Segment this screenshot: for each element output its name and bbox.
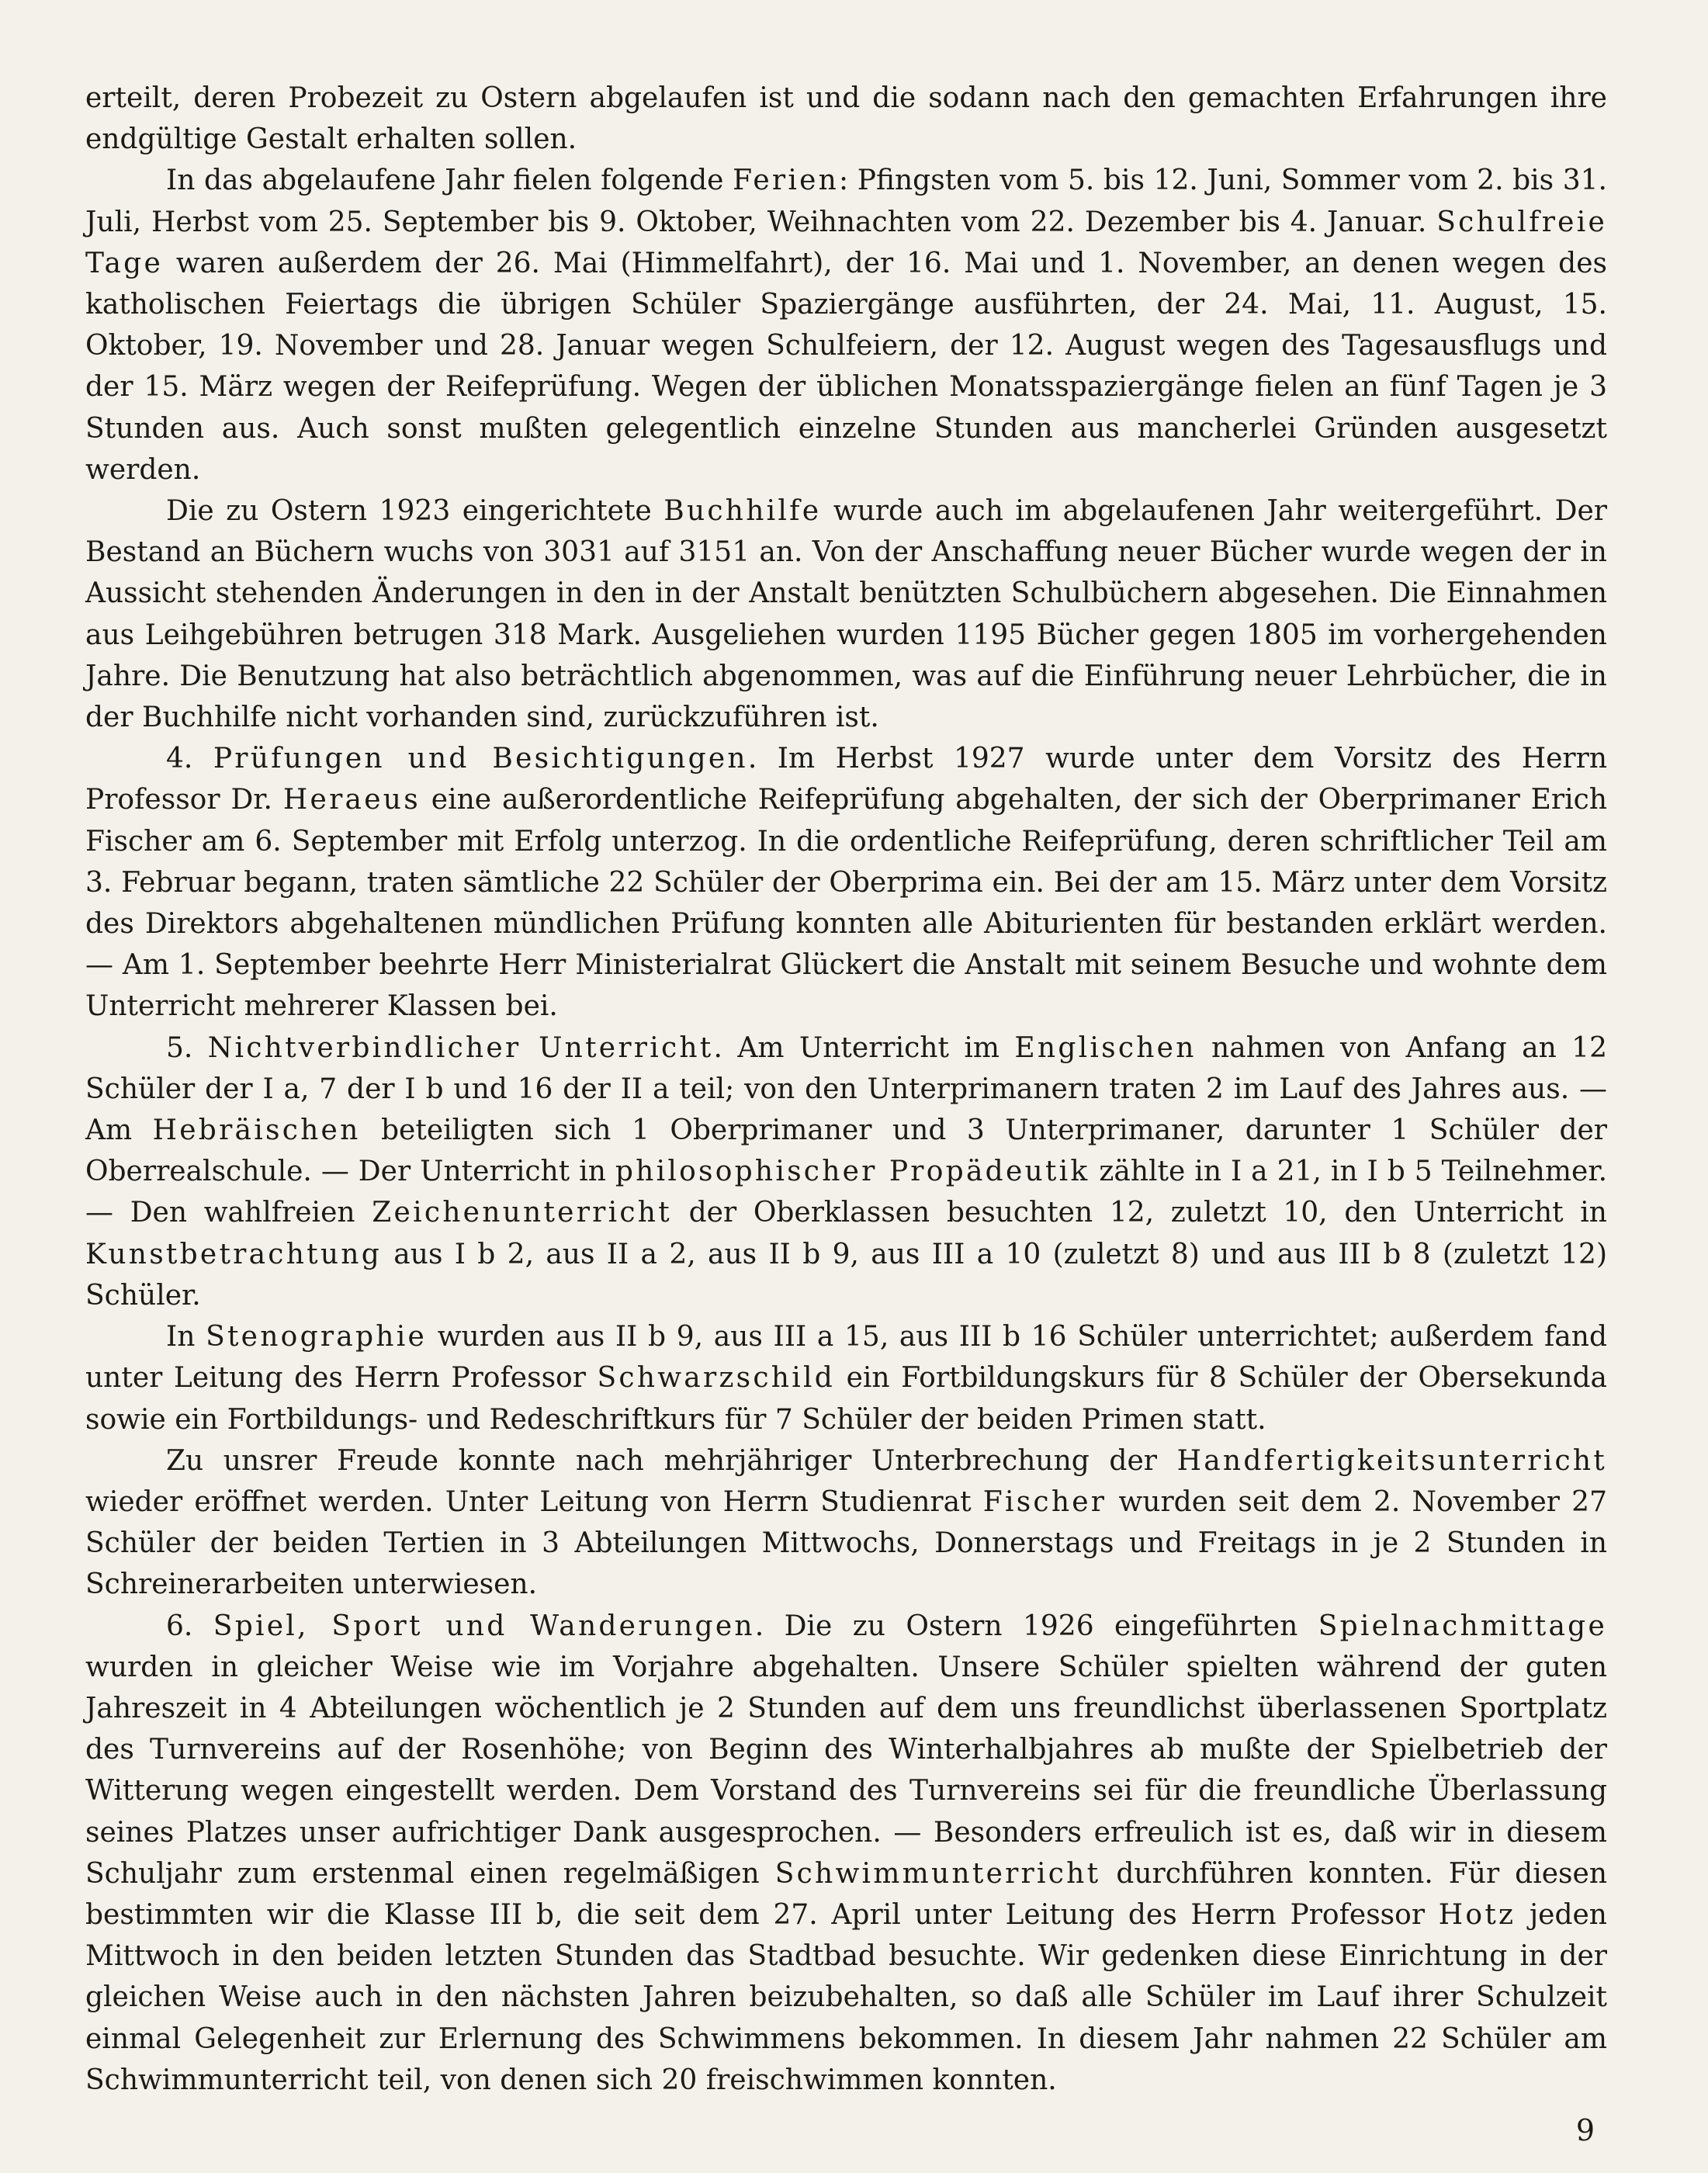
text-run: beteiligten sich 1 Oberprimaner und 3 Unterprimaner, darunter 1 Schüler der Oberrealschule. — Der Unterricht in bbox=[85, 1114, 1607, 1188]
spaced-emphasis: Fischer bbox=[982, 1485, 1107, 1518]
spaced-emphasis: Handfertigkeitsunterricht bbox=[1176, 1444, 1607, 1477]
spaced-emphasis: Stenographie bbox=[206, 1321, 428, 1353]
paragraph bbox=[85, 490, 1607, 738]
spaced-emphasis: Prüfungen und Besichtigungen bbox=[213, 743, 748, 775]
spaced-emphasis: Spiel, Sport und Wanderungen bbox=[213, 1610, 755, 1642]
spaced-emphasis: Englischen bbox=[1014, 1031, 1197, 1064]
spaced-emphasis: Schwarzschild bbox=[597, 1362, 835, 1395]
text-run: . Die zu Ostern 1926 eingeführten bbox=[754, 1610, 1318, 1642]
text-run: Die zu Ostern 1923 eingerichtete bbox=[166, 495, 664, 528]
text-run: wieder eröffnet werden. Unter Leitung von Herrn Studienrat bbox=[85, 1485, 983, 1518]
spaced-emphasis: Hotz bbox=[1438, 1898, 1516, 1931]
spaced-emphasis: Kunstbetrachtung bbox=[85, 1238, 382, 1270]
text-run: 5. bbox=[166, 1031, 208, 1064]
text-run: der Oberklassen besuchten 12, zuletzt 10, den Unterricht in bbox=[671, 1197, 1607, 1229]
paragraph bbox=[85, 1606, 1607, 2101]
text-run: : Pfingsten vom 5. bis 12. Juni, Sommer vom 2. bis 31. Juli, Herbst vom 25. September bis 9. Oktober, Weihnachten vom 22. Dezember bis 4. Januar. bbox=[85, 165, 1607, 238]
text-run: jeden Mittwoch in den beiden letzten Stunden das Stadtbad besuchte. Wir gedenken diese Einrichtung in der gleichen Weise auch in den nächsten Jahren beizubehalten, so daß alle Schüler im Lauf ihrer Schulzeit einmal Gelegenheit zur Erlernung des Schwimmens bekommen. In diesem Jahr nahmen 22 Schüler am Schwimmunterricht teil, von denen sich 20 freischwimmen konnten. bbox=[85, 1898, 1607, 2096]
text-run: erteilt, deren Probezeit zu Ostern abgelaufen ist und die sodann nach den gemachten Erfahrungen ihre endgültige Gestalt erhalten sollen. bbox=[85, 82, 1607, 156]
paragraph bbox=[85, 1440, 1607, 1606]
text-run: wurden aus II b 9, aus III a 15, aus III b 16 Schüler unterrichtet; außerdem fand unter Leitung des Herrn Professor bbox=[85, 1321, 1607, 1395]
spaced-emphasis: philosophischer Propädeutik bbox=[615, 1156, 1090, 1188]
spaced-emphasis: Zeichenunterricht bbox=[372, 1197, 672, 1229]
spaced-emphasis: Hebräischen bbox=[152, 1114, 361, 1147]
text-run: In das abgelaufene Jahr fielen folgende bbox=[166, 165, 733, 197]
text-run: wurden seit dem 2. November 27 Schüler der beiden Tertien in 3 Abteilungen Mittwochs, Donnerstags und Freitags in je 2 Stunden in Schreinerarbeiten unterwiesen. bbox=[85, 1485, 1607, 1601]
spaced-emphasis: Spielnachmittage bbox=[1318, 1610, 1607, 1642]
text-run: 6. bbox=[166, 1610, 213, 1642]
text-run: aus I b 2, aus II a 2, aus II b 9, aus III a 10 (zuletzt 8) und aus III b 8 (zuletzt 12) Schüler. bbox=[85, 1238, 1607, 1312]
paragraph bbox=[85, 1028, 1607, 1316]
page-number: 9 bbox=[1575, 2113, 1595, 2147]
spaced-emphasis: Nichtverbindlicher Unterricht bbox=[207, 1031, 714, 1064]
body-text bbox=[85, 78, 1607, 2101]
paragraph bbox=[85, 78, 1607, 160]
text-run: wurde auch im abgelaufenen Jahr weitergeführt. Der Bestand an Büchern wuchs von 3031 auf 3151 an. Von der Anschaffung neuer Bücher wurde wegen der in Aussicht stehenden Änderungen in den in der Anstalt benützten Schulbüchern abgesehen. Die Einnahmen aus Leihgebühren betrugen 318 Mark. Ausgeliehen wurden 1195 Bücher gegen 1805 im vorhergehenden Jahre. Die Benutzung hat also beträchtlich abgenommen, was auf die Einführung neuer Lehrbücher, die in der Buchhilfe nicht vorhanden sind, zurückzuführen ist. bbox=[85, 495, 1607, 734]
spaced-emphasis: Ferien bbox=[733, 165, 840, 197]
spaced-emphasis: Schwimmunterricht bbox=[774, 1857, 1101, 1890]
text-run: nahmen von Anfang an 12 Schüler der I a, 7 der I b und 16 der II a teil; von den Unterprimanern traten 2 im Lauf des Jahres aus. — Am bbox=[85, 1031, 1607, 1147]
text-run: wurden in gleicher Weise wie im Vorjahre abgehalten. Unsere Schüler spielten während der guten Jahreszeit in 4 Abteilungen wöchentlich je 2 Stunden auf dem uns freundlichst überlassenen Sportplatz des Turnvereins auf der Rosenhöhe; von Beginn des Winterhalbjahres ab mußte der Spielbetrieb der Witterung wegen eingestellt werden. Dem Vorstand des Turnvereins sei für die freundliche Überlassung seines Platzes unser aufrichtiger Dank ausgesprochen. — Besonders erfreulich ist es, daß wir in diesem Schuljahr zum erstenmal einen regelmäßigen bbox=[85, 1651, 1607, 1890]
text-run: . Am Unterricht im bbox=[713, 1031, 1015, 1064]
text-run: zählte in I a 21, in I b 5 Teilnehmer. — Den wahlfreien bbox=[85, 1156, 1608, 1229]
paragraph bbox=[85, 160, 1607, 490]
text-run: waren außerdem der 26. Mai (Himmelfahrt), der 16. Mai und 1. November, an denen wegen des katholischen Feiertags die übrigen Schüler Spaziergänge ausführten, der 24. Mai, 11. August, 15. Oktober, 19. November und 28. Januar wegen Schulfeiern, der 12. August wegen des Tagesausflugs und der 15. März wegen der Reifeprüfung. Wegen der üblichen Monatsspaziergänge fielen an fünf Tagen je 3 Stunden aus. Auch sonst mußten gelegentlich einzelne Stunden aus mancherlei Gründen ausgesetzt werden. bbox=[85, 247, 1607, 486]
text-run: durchführen konnten. Für diesen bestimmten wir die Klasse III b, die seit dem 27. April unter Leitung des Herrn Professor bbox=[85, 1857, 1608, 1931]
text-run: ein Fortbildungskurs für 8 Schüler der Obersekunda sowie ein Fortbildungs- und Redeschriftkurs für 7 Schüler der beiden Primen statt. bbox=[85, 1362, 1608, 1436]
text-run: eine außerordentliche Reifeprüfung abgehalten, der sich der Oberprimaner Erich Fischer am 6. September mit Erfolg unterzog. In die ordentliche Reifeprüfung, deren schriftlicher Teil am 3. Februar begann, traten sämtliche 22 Schüler der Oberprima ein. Bei der am 15. März unter dem Vorsitz des Direktors abgehaltenen mündlichen Prüfung konnten alle Abiturienten für bestanden erklärt werden. — Am 1. September beehrte Herr Ministerialrat Glückert die Anstalt mit seinem Besuche und wohnte dem Unterricht mehrerer Klassen bei. bbox=[85, 784, 1607, 1023]
spaced-emphasis: Schulfreie Tage bbox=[85, 206, 1607, 279]
spaced-emphasis: Heraeus bbox=[282, 784, 421, 816]
paragraph bbox=[85, 738, 1607, 1027]
spaced-emphasis: Buchhilfe bbox=[663, 495, 822, 528]
text-run: In bbox=[166, 1321, 206, 1353]
paragraph bbox=[85, 1316, 1607, 1440]
text-run: 4. bbox=[166, 743, 213, 775]
text-run: . Im Herbst 1927 wurde unter dem Vorsitz des Herrn Professor Dr. bbox=[85, 743, 1608, 816]
text-run: Zu unsrer Freude konnte nach mehrjähriger Unterbrechung der bbox=[166, 1444, 1177, 1477]
